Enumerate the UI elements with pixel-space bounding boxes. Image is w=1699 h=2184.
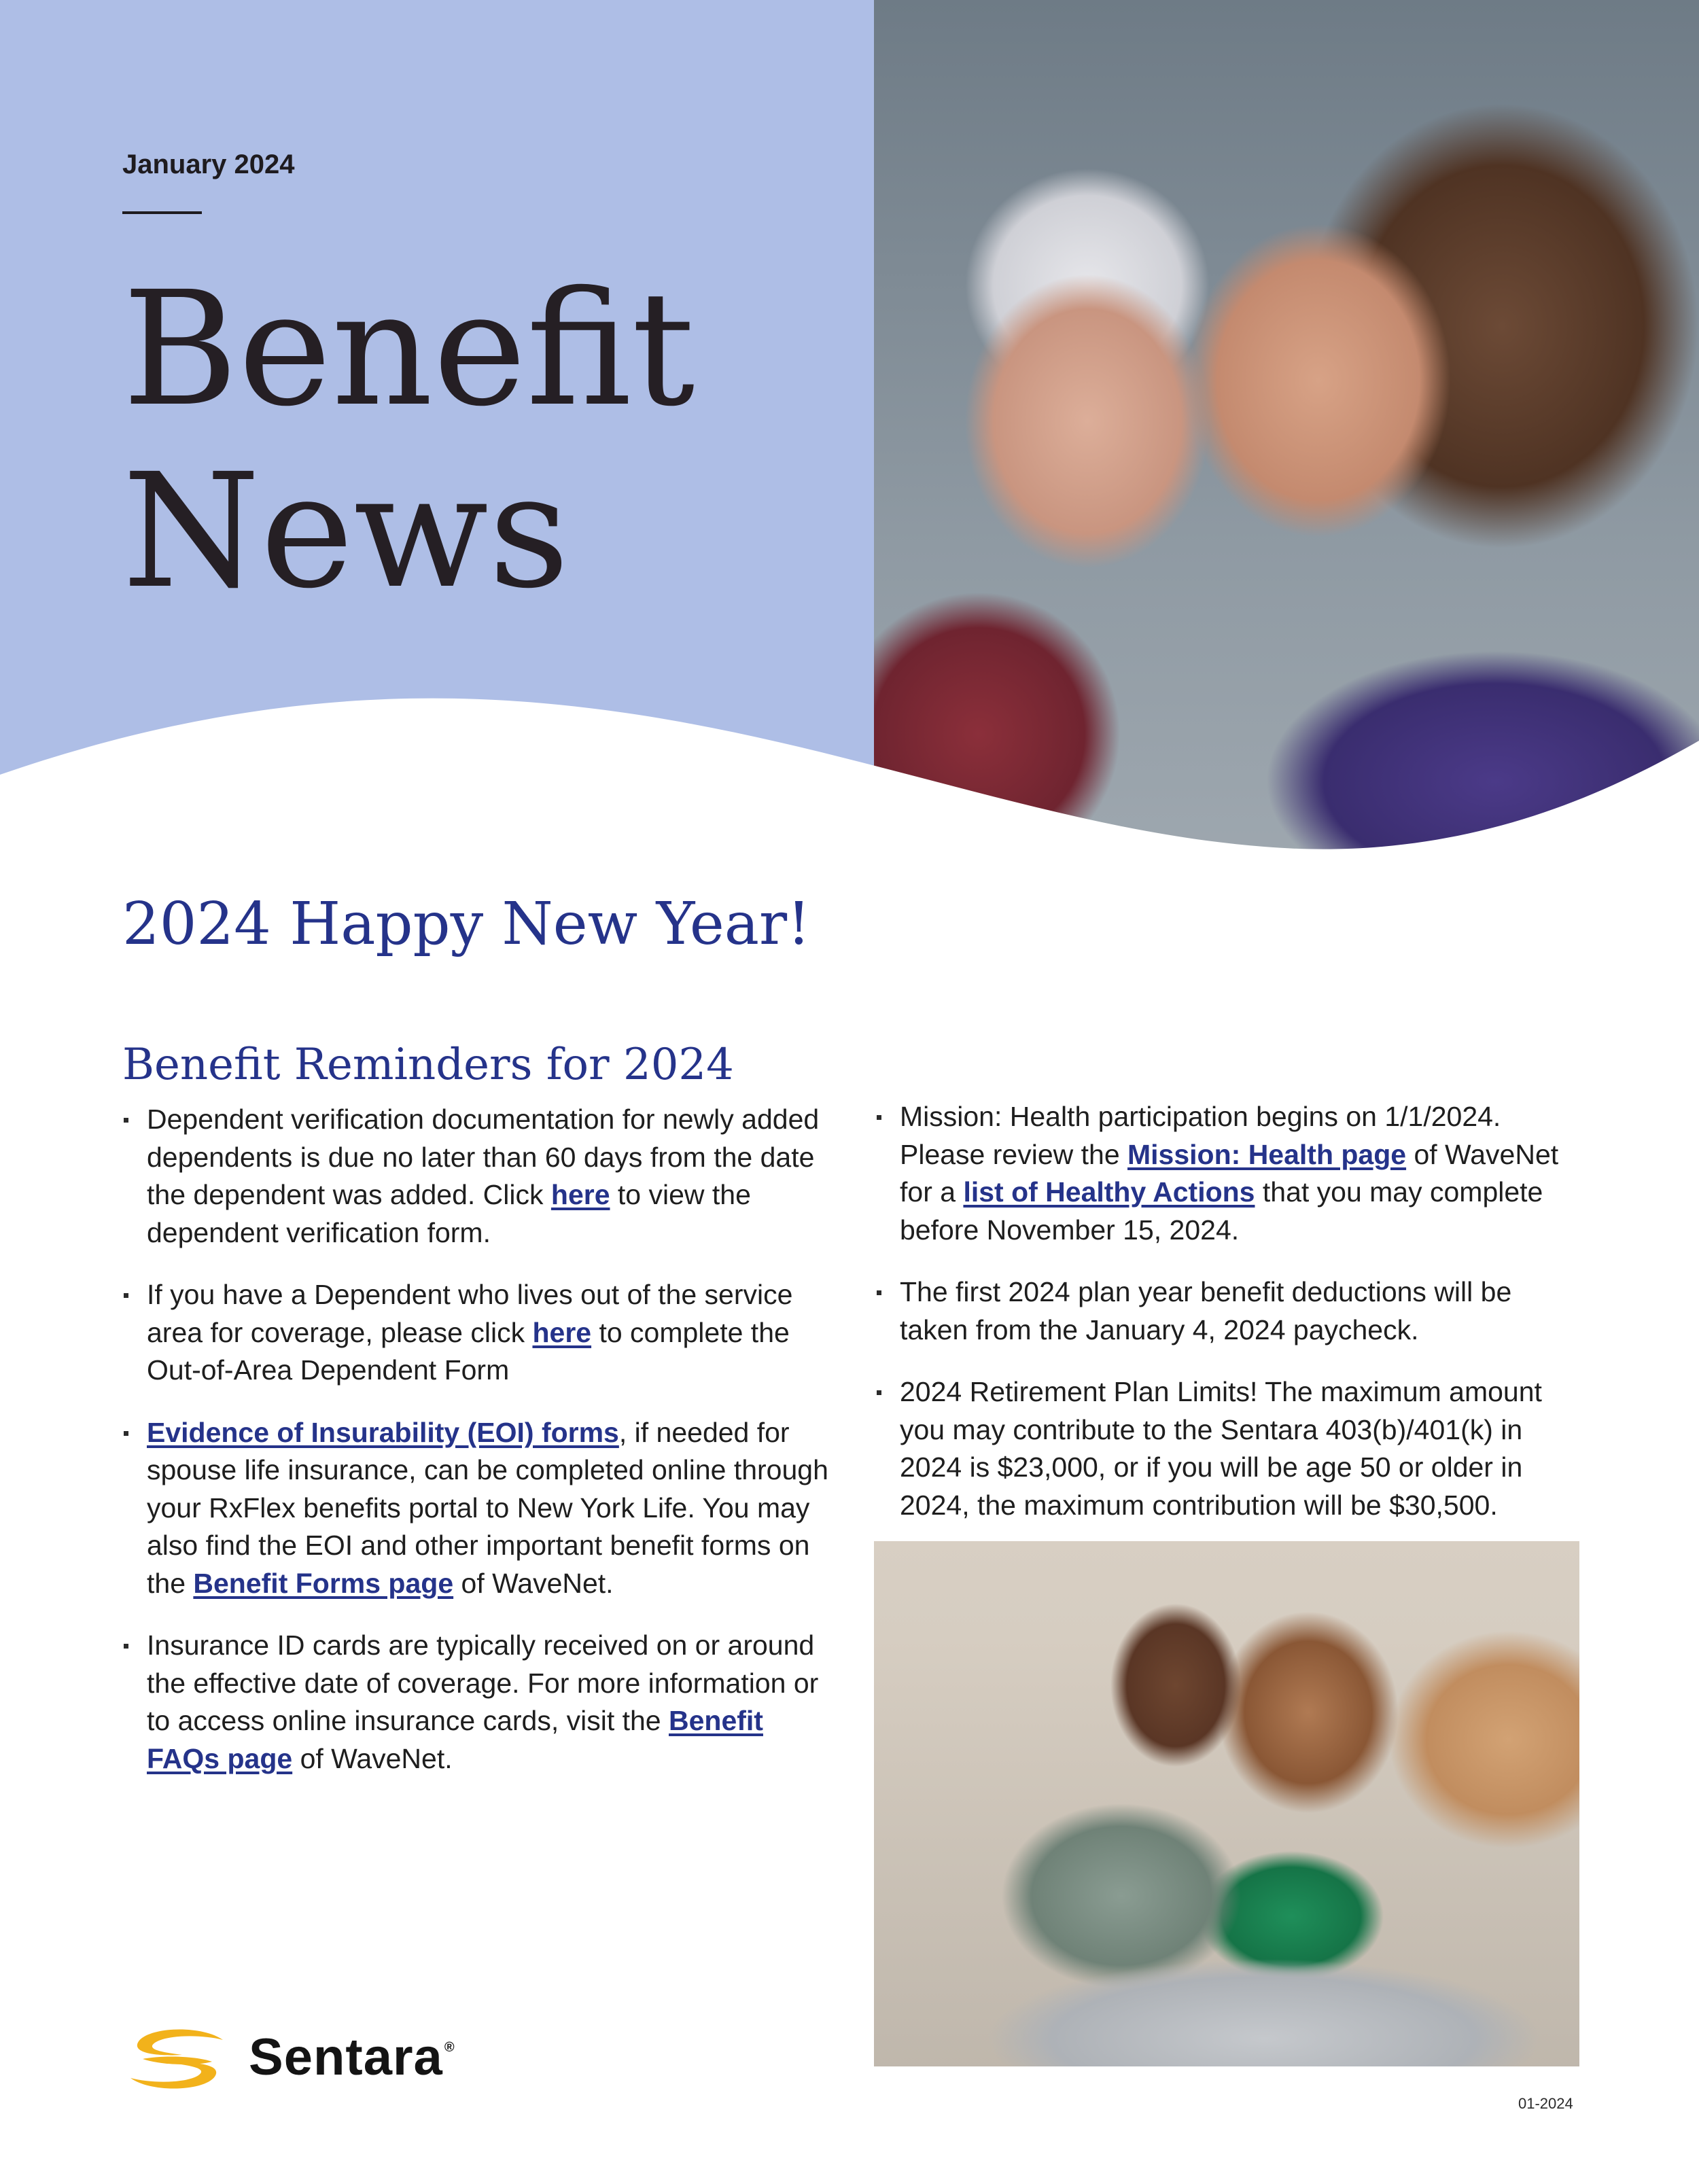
list-item: Evidence of Insurability (EOI) forms, if needed for spouse life insurance, can be completed online through your RxFlex benefits portal to New York Life. You may also find the EOI and other important benefit forms on the Benefit Forms page of WaveNet. [122, 1414, 836, 1603]
title-line-2: News [122, 440, 570, 623]
out-of-area-form-link[interactable]: here [532, 1316, 592, 1348]
section-title: Benefit Reminders for 2024 [122, 1040, 734, 1090]
date-divider [122, 211, 202, 214]
benefit-forms-page-link[interactable]: Benefit Forms page [193, 1567, 454, 1599]
left-column [122, 1101, 836, 1802]
registered-mark: ® [444, 2040, 455, 2055]
sentara-swoosh-icon [122, 2025, 231, 2093]
logo-wordmark: Sentara ® [249, 2028, 455, 2086]
wave-divider [0, 612, 1699, 897]
mission-health-page-link[interactable]: Mission: Health page [1127, 1138, 1407, 1170]
dependent-verification-link[interactable]: here [550, 1179, 610, 1210]
issue-date: January 2024 [122, 149, 295, 179]
benefit-faqs-page-link[interactable]: Benefit FAQs page [147, 1705, 763, 1774]
title-line-1: Benefit [122, 258, 695, 441]
eoi-forms-link[interactable]: Evidence of Insurability (EOI) forms [147, 1416, 619, 1448]
list-item: If you have a Dependent who lives out of the service area for coverage, please click here to complete the Out-of-Area Dependent Form [122, 1276, 836, 1390]
list-item: The first 2024 plan year benefit deductions will be taken from the January 4, 2024 paycheck. [875, 1273, 1582, 1349]
document-code: 01-2024 [1518, 2095, 1573, 2112]
list-item: 2024 Retirement Plan Limits! The maximum amount you may contribute to the Sentara 403(b)/401(k) in 2024 is $23,000, or if you will be age 50 or older in 2024, the maximum contribution will be $30,500. [875, 1373, 1582, 1524]
page-title [122, 258, 695, 622]
list-item: Insurance ID cards are typically received on or around the effective date of coverage. For more information or to access online insurance cards, visit the Benefit FAQs page of WaveNet. [122, 1627, 836, 1778]
list-item: Mission: Health participation begins on 1/1/2024. Please review the Mission: Health page of WaveNet for a list of Healthy Actions that you may complete before November 15, 2024. [875, 1098, 1582, 1249]
list-item: Dependent verification documentation for newly added dependents is due no later than 60 days from the date the dependent was added. Click here to view the dependent verification form. [122, 1101, 836, 1252]
right-column [875, 1098, 1582, 1549]
headline: 2024 Happy New Year! [122, 890, 811, 958]
healthy-actions-link[interactable]: list of Healthy Actions [963, 1176, 1255, 1208]
laptop-photo [874, 1541, 1579, 2066]
sentara-logo [122, 2025, 476, 2093]
